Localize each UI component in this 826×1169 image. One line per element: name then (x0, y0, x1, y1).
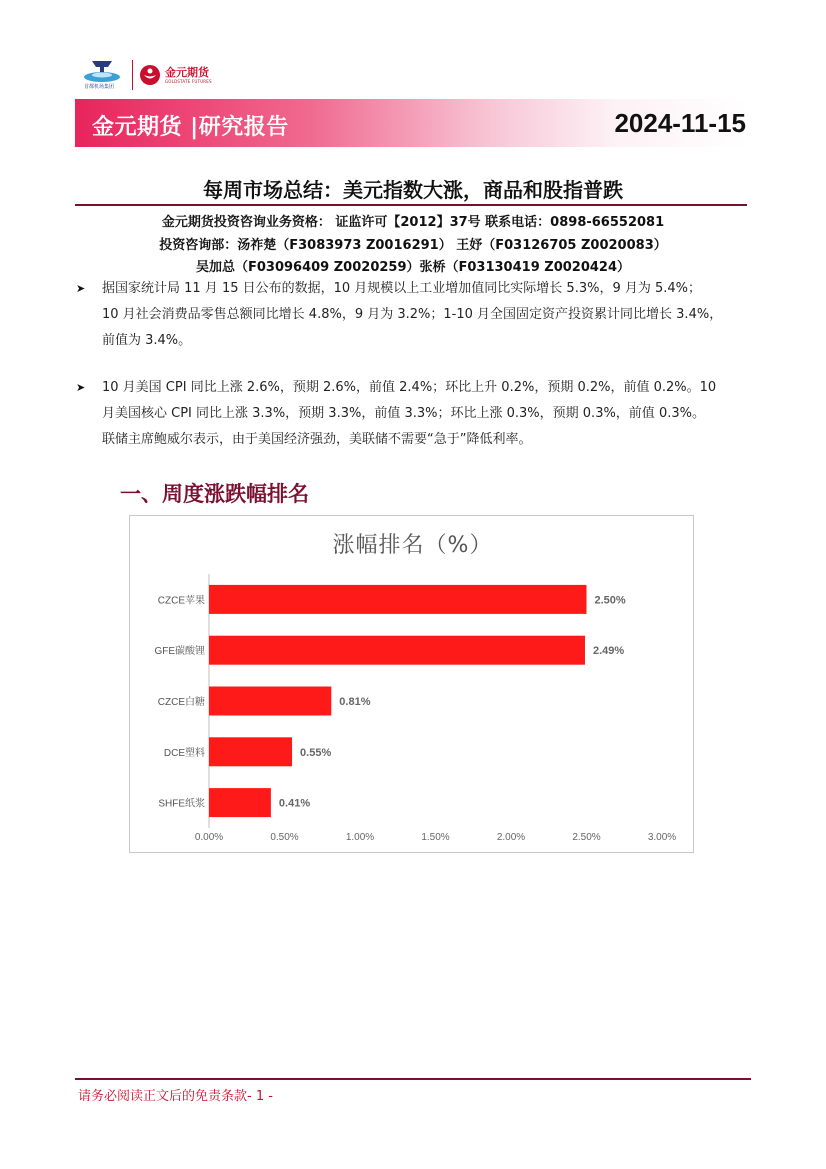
data-label: 2.49% (592, 645, 625, 658)
category-label: DCE塑料 (163, 747, 205, 759)
category-label: CZCE白糖 (157, 697, 205, 708)
bar (209, 585, 587, 614)
bullet-paragraph-2 (102, 375, 762, 453)
chart-title: 涨幅排名（%） (332, 533, 493, 558)
bar (209, 687, 331, 716)
ranking-chart (129, 515, 694, 853)
logo-company-name: 金元期货 (165, 65, 209, 79)
report-title: 每周市场总结：美元指数大涨，商品和股指普跌 (203, 178, 623, 202)
group-name: 首都机场集团 (84, 84, 115, 90)
bullet-1-line: 据国家统计局 11 月 15 日公布的数据，10 月规模以上工业增加值同比实际增长 5.3%，9 月为 5.4%； (102, 281, 702, 296)
credit-line-2: 投资咨询部：汤祚楚（F3083973 Z0016291） 王妤（F03126705 Z0020083） (159, 238, 667, 253)
bullet-paragraph-1 (102, 276, 762, 354)
x-tick-label: 1.50% (421, 832, 450, 843)
footer-disclaimer: 请务必阅读正文后的免责条款- 1 - (78, 1089, 273, 1104)
footer-divider (75, 1078, 751, 1080)
bullet-2-line: 联储主席鲍威尔表示，由于美国经济强劲，美联储不需要“急于”降低利率。 (102, 432, 532, 447)
report-date: 2024-11-15 (614, 108, 746, 138)
x-tick-label: 1.00% (345, 832, 375, 843)
bar-chart-canvas (130, 516, 695, 854)
logo-divider (132, 60, 133, 90)
header-title: 金元期货 |研究报告 (92, 115, 289, 140)
title-divider (75, 204, 747, 206)
x-tick-label: 2.50% (572, 832, 601, 843)
x-tick-label: 0.50% (270, 832, 299, 843)
bullet-1-line: 前值为 3.4%。 (102, 333, 192, 348)
goldstate-emblem-icon (139, 64, 161, 86)
bar (209, 636, 585, 665)
logo-company-name-en: GOLDSTATE FUTURES (165, 78, 212, 84)
category-label: SHFE纸浆 (158, 798, 205, 810)
bullet-1-line: 10 月社会消费品零售总额同比增长 4.8%，9 月为 3.2%；1-10 月全国固定资产投资累计同比增长 3.4%， (102, 307, 723, 322)
bullet-arrow-icon: ➤ (76, 381, 86, 394)
bar (209, 737, 292, 766)
credit-line-1: 金元期货投资咨询业务资格： 证监许可【2012】37号 联系电话：0898-66552081 (161, 215, 665, 230)
category-label: CZCE苹果 (157, 595, 205, 607)
bullet-2-line: 月美国核心 CPI 同比上涨 3.3%，预期 3.3%，前值 3.3%；环比上涨 0.3%，预期 0.3%，前值 0.3%。 (102, 406, 705, 421)
data-label: 2.50% (594, 594, 626, 607)
bullet-2-line: 10 月美国 CPI 同比上涨 2.6%，预期 2.6%，前值 2.4%；环比上升 0.2%，预期 0.2%，前值 0.2%。10 (102, 380, 717, 395)
x-tick-label: 2.00% (496, 832, 526, 843)
x-tick-label: 3.00% (647, 832, 677, 843)
data-label: 0.55% (300, 746, 332, 759)
section-title: 一、周度涨跌幅排名 (120, 482, 309, 506)
data-label: 0.81% (339, 696, 371, 708)
bar (209, 788, 271, 817)
company-logo (78, 56, 212, 94)
x-tick-label: 0.00% (194, 832, 224, 843)
group-emblem-icon (78, 57, 126, 85)
group-logo (78, 57, 126, 93)
data-label: 0.41% (278, 797, 311, 810)
credit-line-3: 吴加总（F03096409 Z0020259）张桥（F03130419 Z0020424） (195, 260, 631, 275)
category-label: GFE碳酸锂 (154, 646, 205, 658)
bullet-arrow-icon: ➤ (76, 282, 86, 295)
